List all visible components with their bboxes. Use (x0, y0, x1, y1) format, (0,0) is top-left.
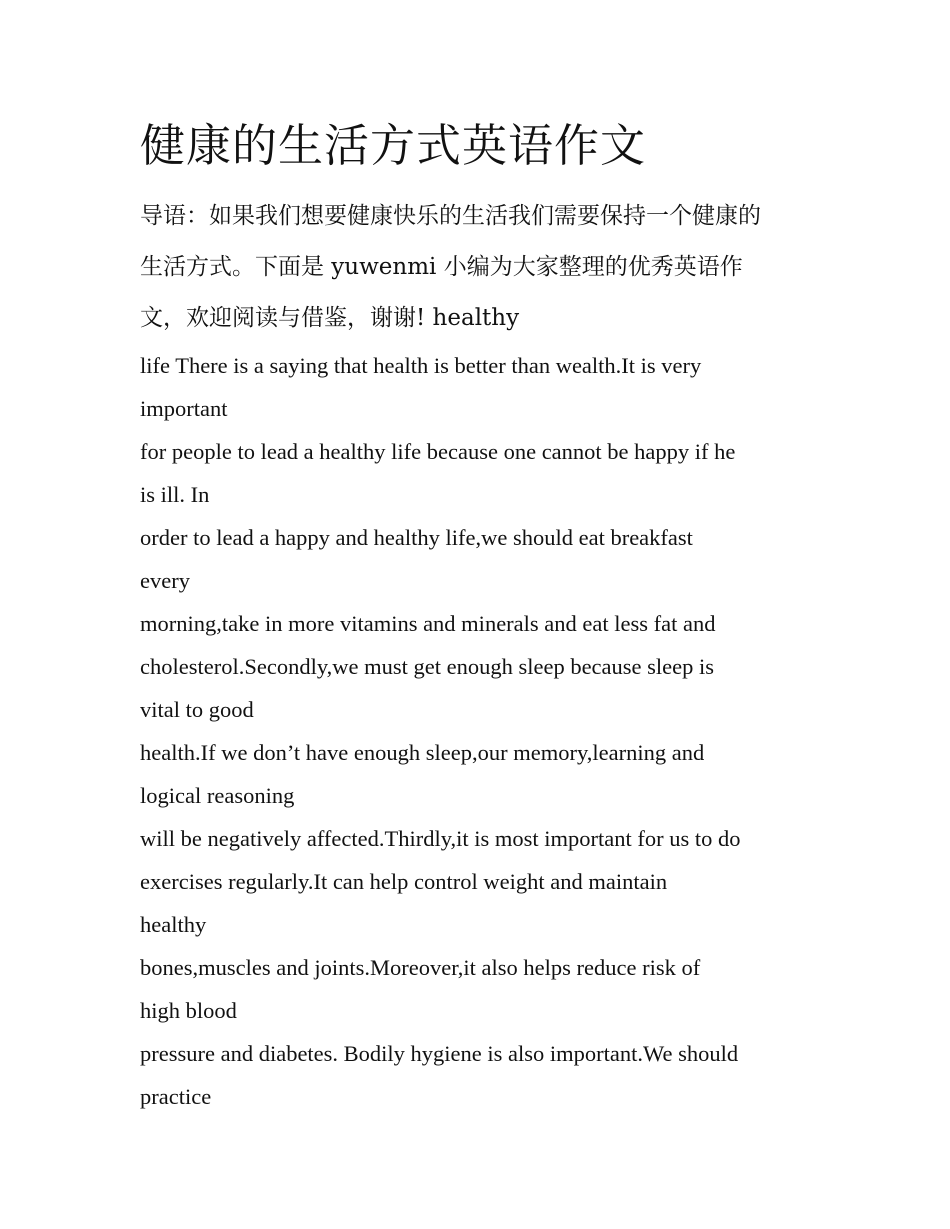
essay-body (140, 344, 820, 1118)
document-content (140, 112, 820, 1118)
body-line: high blood (140, 998, 237, 1023)
body-line: logical reasoning (140, 783, 295, 808)
body-line: practice (140, 1084, 212, 1109)
body-line: healthy (140, 912, 207, 937)
body-line: order to lead a happy and healthy life,we should eat breakfast (140, 525, 693, 550)
document-title: 健康的生活方式英语作文 (140, 119, 647, 172)
body-line: is ill. In (140, 482, 210, 507)
intro-line: 导语：如果我们想要健康快乐的生活我们需要保持一个健康的 (140, 203, 761, 229)
body-line: bones,muscles and joints.Moreover,it also helps reduce risk of (140, 955, 701, 980)
body-line: every (140, 568, 190, 593)
body-line: important (140, 396, 228, 421)
intro-line: 文，欢迎阅读与借鉴，谢谢! healthy (140, 305, 520, 331)
body-line: pressure and diabetes. Bodily hygiene is also important.We should (140, 1041, 739, 1066)
intro-paragraph (140, 191, 820, 344)
body-line: exercises regularly.It can help control weight and maintain (140, 869, 668, 894)
body-line: for people to lead a healthy life because one cannot be happy if he (140, 439, 736, 464)
body-line: life There is a saying that health is better than wealth.It is very (140, 353, 702, 378)
body-line: health.If we don’t have enough sleep,our memory,learning and (140, 740, 705, 765)
body-line: morning,take in more vitamins and minerals and eat less fat and (140, 611, 716, 636)
body-line: will be negatively affected.Thirdly,it is most important for us to do (140, 826, 741, 851)
body-line: vital to good (140, 697, 254, 722)
body-line: cholesterol.Secondly,we must get enough sleep because sleep is (140, 654, 715, 679)
intro-line: 生活方式。下面是 yuwenmi 小编为大家整理的优秀英语作 (140, 254, 743, 280)
